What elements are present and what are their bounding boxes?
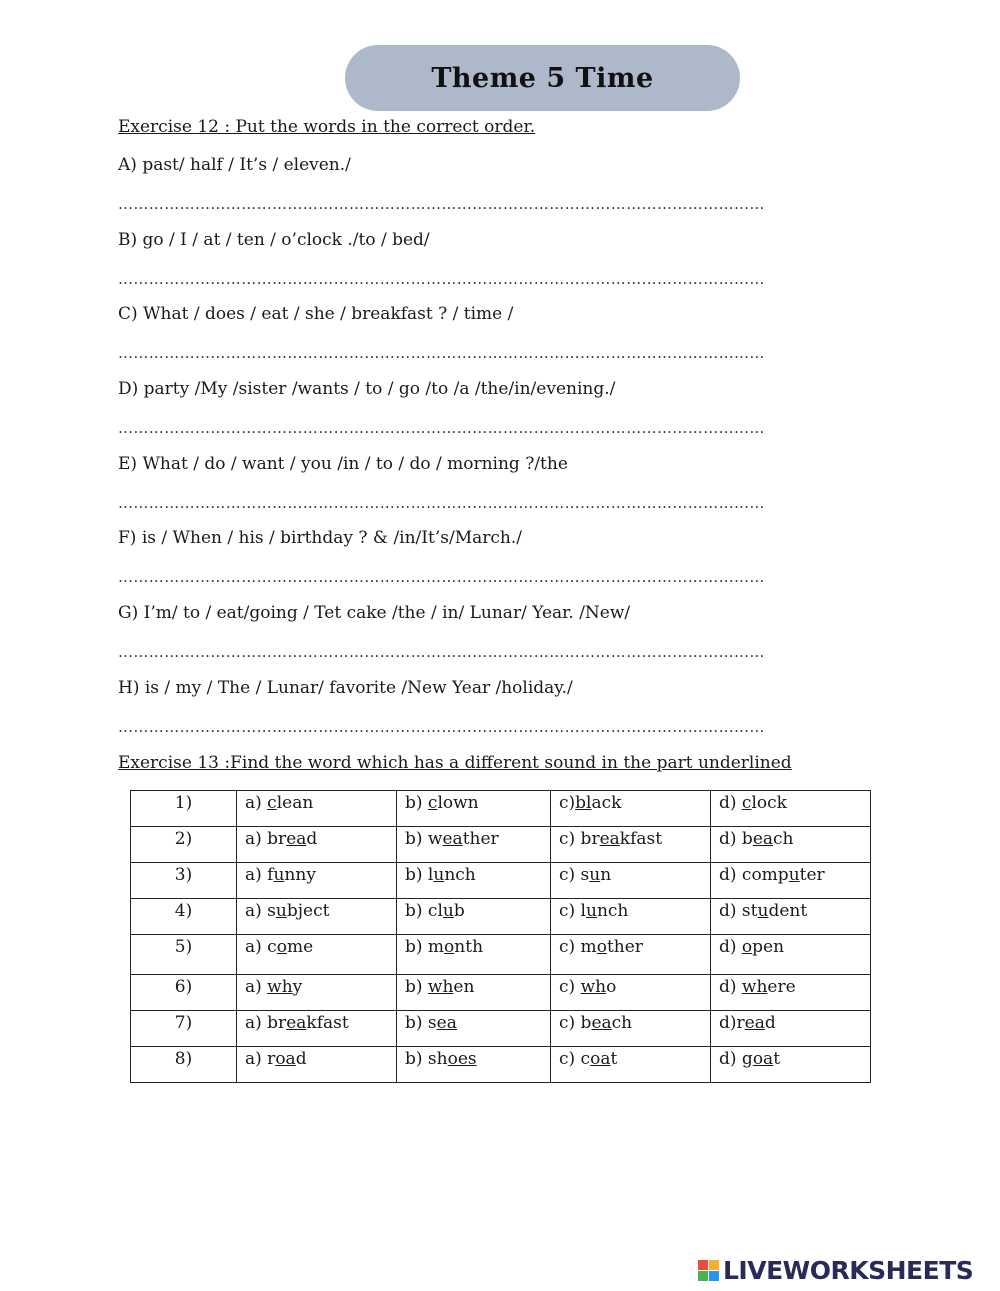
- option-cell[interactable]: [397, 1011, 551, 1047]
- option-cell[interactable]: [551, 975, 711, 1011]
- option-suffix: ere: [767, 977, 796, 997]
- option-underlined-part: u: [589, 865, 601, 885]
- option-cell[interactable]: [397, 1047, 551, 1083]
- option-cell[interactable]: [237, 1011, 397, 1047]
- question-d: D) party /My /sister /wants / to / go /to /a /the/in/evening./: [118, 379, 616, 399]
- option-suffix: d: [764, 1013, 776, 1033]
- question-e: E) What / do / want / you /in / to / do / morning ?/the: [118, 454, 568, 474]
- answer-line-g[interactable]: ………………………………………………………………………………………………………………: [118, 643, 765, 661]
- option-underlined-part: u: [275, 901, 287, 921]
- option-prefix: b): [405, 793, 428, 813]
- option-cell[interactable]: [711, 791, 871, 827]
- option-prefix: b): [405, 977, 428, 997]
- table-row: [131, 935, 871, 975]
- option-cell[interactable]: [551, 827, 711, 863]
- option-underlined-part: ea: [599, 829, 620, 849]
- option-underlined-part: u: [757, 901, 769, 921]
- option-cell[interactable]: [237, 791, 397, 827]
- question-c: C) What / does / eat / she / breakfast ? / time /: [118, 304, 514, 324]
- table-row: [131, 827, 871, 863]
- option-prefix: a) r: [245, 1049, 276, 1069]
- option-prefix: d): [719, 937, 742, 957]
- option-prefix: d): [719, 977, 742, 997]
- option-underlined-part: u: [442, 901, 454, 921]
- option-cell[interactable]: [397, 827, 551, 863]
- logo-square-yellow: [709, 1260, 719, 1270]
- option-cell[interactable]: [711, 827, 871, 863]
- option-prefix: b) s: [405, 1013, 437, 1033]
- option-prefix: c): [559, 977, 581, 997]
- option-underlined-part: oa: [752, 1049, 774, 1069]
- answer-line-h[interactable]: ………………………………………………………………………………………………………………: [118, 718, 765, 736]
- option-suffix: y: [292, 977, 303, 997]
- option-prefix: d) b: [719, 829, 753, 849]
- option-suffix: t: [610, 1049, 618, 1069]
- option-underlined-part: wh: [427, 977, 454, 997]
- option-prefix: a) c: [245, 937, 277, 957]
- answer-line-f[interactable]: ………………………………………………………………………………………………………………: [118, 568, 765, 586]
- option-cell[interactable]: [237, 1047, 397, 1083]
- option-suffix: bject: [286, 901, 330, 921]
- option-suffix: t: [773, 1049, 781, 1069]
- option-underlined-part: oes: [447, 1049, 477, 1069]
- option-cell[interactable]: [237, 935, 397, 975]
- option-prefix: b) l: [405, 865, 434, 885]
- option-prefix: b) m: [405, 937, 445, 957]
- question-g: G) I’m/ to / eat/going / Tet cake /the / in/ Lunar/ Year. /New/: [118, 603, 631, 623]
- option-suffix: ack: [591, 793, 622, 813]
- option-underlined-part: bl: [575, 793, 592, 813]
- option-cell[interactable]: [711, 935, 871, 975]
- option-suffix: lock: [751, 793, 787, 813]
- option-suffix: lean: [276, 793, 314, 813]
- answer-line-e[interactable]: ………………………………………………………………………………………………………………: [118, 494, 765, 512]
- option-suffix: d: [295, 1049, 307, 1069]
- option-prefix: d) st: [719, 901, 758, 921]
- row-number: 1): [131, 791, 237, 827]
- table-row: [131, 1047, 871, 1083]
- option-underlined-part: ea: [752, 829, 774, 849]
- option-suffix: o: [606, 977, 617, 997]
- option-cell[interactable]: [397, 863, 551, 899]
- option-underlined-part: u: [788, 865, 800, 885]
- option-cell[interactable]: [237, 975, 397, 1011]
- option-prefix: d) g: [719, 1049, 753, 1069]
- row-number: 6): [131, 975, 237, 1011]
- option-underlined-part: u: [586, 901, 597, 921]
- option-underlined-part: u: [273, 865, 285, 885]
- answer-line-d[interactable]: ………………………………………………………………………………………………………………: [118, 419, 765, 437]
- option-underlined-part: o: [741, 937, 753, 957]
- exercise-12-heading: Exercise 12 : Put the words in the correct order.: [118, 117, 536, 137]
- logo-square-red: [698, 1260, 708, 1270]
- option-suffix: kfast: [619, 829, 663, 849]
- option-prefix: a) br: [245, 1013, 287, 1033]
- option-underlined-part: ea: [442, 829, 463, 849]
- option-underlined-part: o: [444, 937, 455, 957]
- row-number: 5): [131, 935, 237, 975]
- option-prefix: c) br: [559, 829, 600, 849]
- answer-line-c[interactable]: ………………………………………………………………………………………………………………: [118, 344, 765, 362]
- row-number: 4): [131, 899, 237, 935]
- option-suffix: nch: [596, 901, 629, 921]
- option-prefix: c) s: [559, 865, 590, 885]
- option-suffix: b: [453, 901, 465, 921]
- table-row: [131, 1011, 871, 1047]
- option-suffix: nny: [284, 865, 316, 885]
- liveworksheets-logo: [698, 1256, 973, 1285]
- option-suffix: ther: [462, 829, 499, 849]
- answer-line-a[interactable]: ………………………………………………………………………………………………………………: [118, 195, 765, 213]
- option-cell[interactable]: [397, 975, 551, 1011]
- option-underlined-part: ea: [744, 1013, 765, 1033]
- logo-square-blue: [709, 1271, 719, 1281]
- option-prefix: a) br: [245, 829, 287, 849]
- option-prefix: c) m: [559, 937, 597, 957]
- answer-line-b[interactable]: ………………………………………………………………………………………………………………: [118, 270, 765, 288]
- option-prefix: d): [719, 793, 742, 813]
- table-row: [131, 975, 871, 1011]
- option-suffix: ther: [606, 937, 643, 957]
- question-f: F) is / When / his / birthday ? & /in/It’s/March./: [118, 528, 522, 548]
- logo-square-green: [698, 1271, 708, 1281]
- option-underlined-part: ea: [591, 1013, 612, 1033]
- logo-mark-icon: [698, 1260, 719, 1281]
- option-prefix: d) comp: [719, 865, 789, 885]
- option-cell[interactable]: [711, 1047, 871, 1083]
- option-prefix: c) c: [559, 1049, 591, 1069]
- option-underlined-part: c: [427, 793, 438, 813]
- option-suffix: lown: [437, 793, 479, 813]
- option-underlined-part: o: [276, 937, 287, 957]
- option-prefix: a): [245, 977, 268, 997]
- option-suffix: nch: [444, 865, 476, 885]
- option-cell[interactable]: [551, 935, 711, 975]
- option-cell[interactable]: [397, 899, 551, 935]
- option-cell[interactable]: [551, 899, 711, 935]
- option-cell[interactable]: [397, 791, 551, 827]
- option-suffix: n: [600, 865, 612, 885]
- exercise-13-heading: Exercise 13 :Find the word which has a different sound in the part underlined: [118, 753, 792, 773]
- row-number: 3): [131, 863, 237, 899]
- row-number: 7): [131, 1011, 237, 1047]
- option-underlined-part: wh: [580, 977, 607, 997]
- option-prefix: a): [245, 793, 268, 813]
- option-underlined-part: oa: [590, 1049, 611, 1069]
- option-underlined-part: wh: [741, 977, 768, 997]
- option-suffix: ter: [799, 865, 825, 885]
- option-suffix: kfast: [306, 1013, 349, 1033]
- option-cell[interactable]: [551, 791, 711, 827]
- option-suffix: dent: [768, 901, 808, 921]
- option-prefix: c) l: [559, 901, 586, 921]
- sound-table: [130, 790, 871, 1083]
- row-number: 2): [131, 827, 237, 863]
- option-underlined-part: oa: [275, 1049, 296, 1069]
- option-cell[interactable]: [237, 863, 397, 899]
- table-row: [131, 791, 871, 827]
- option-prefix: a) f: [245, 865, 274, 885]
- question-a: A) past/ half / It’s / eleven./: [118, 155, 351, 175]
- logo-text: LIVEWORKSHEETS: [723, 1256, 974, 1285]
- option-underlined-part: u: [433, 865, 445, 885]
- question-b: B) go / I / at / ten / o’clock ./to / bed/: [118, 230, 430, 250]
- option-prefix: b) sh: [405, 1049, 448, 1069]
- option-cell[interactable]: [551, 1047, 711, 1083]
- option-underlined-part: ea: [436, 1013, 457, 1033]
- question-h: H) is / my / The / Lunar/ favorite /New Year /holiday./: [118, 678, 573, 698]
- option-underlined-part: wh: [267, 977, 293, 997]
- option-prefix: b) cl: [405, 901, 443, 921]
- option-prefix: c): [559, 793, 576, 813]
- option-prefix: b) w: [405, 829, 443, 849]
- option-prefix: d)r: [719, 1013, 745, 1033]
- option-suffix: d: [306, 829, 318, 849]
- option-underlined-part: o: [596, 937, 607, 957]
- page-title: Theme 5 Time: [431, 62, 654, 94]
- option-cell[interactable]: [711, 863, 871, 899]
- option-suffix: ch: [611, 1013, 633, 1033]
- option-underlined-part: ea: [286, 829, 307, 849]
- option-cell[interactable]: [551, 863, 711, 899]
- option-prefix: c) b: [559, 1013, 592, 1033]
- option-suffix: me: [286, 937, 314, 957]
- option-cell[interactable]: [551, 1011, 711, 1047]
- option-underlined-part: ea: [286, 1013, 307, 1033]
- option-cell[interactable]: [237, 899, 397, 935]
- option-prefix: a) s: [245, 901, 276, 921]
- title-banner: [345, 45, 740, 111]
- table-row: [131, 899, 871, 935]
- option-cell[interactable]: [711, 899, 871, 935]
- option-underlined-part: c: [267, 793, 277, 813]
- table-row: [131, 863, 871, 899]
- option-cell[interactable]: [711, 975, 871, 1011]
- row-number: 8): [131, 1047, 237, 1083]
- option-cell[interactable]: [711, 1011, 871, 1047]
- option-underlined-part: c: [741, 793, 752, 813]
- option-suffix: en: [453, 977, 475, 997]
- option-suffix: ch: [773, 829, 794, 849]
- option-suffix: pen: [752, 937, 785, 957]
- option-suffix: nth: [454, 937, 484, 957]
- option-cell[interactable]: [237, 827, 397, 863]
- option-cell[interactable]: [397, 935, 551, 975]
